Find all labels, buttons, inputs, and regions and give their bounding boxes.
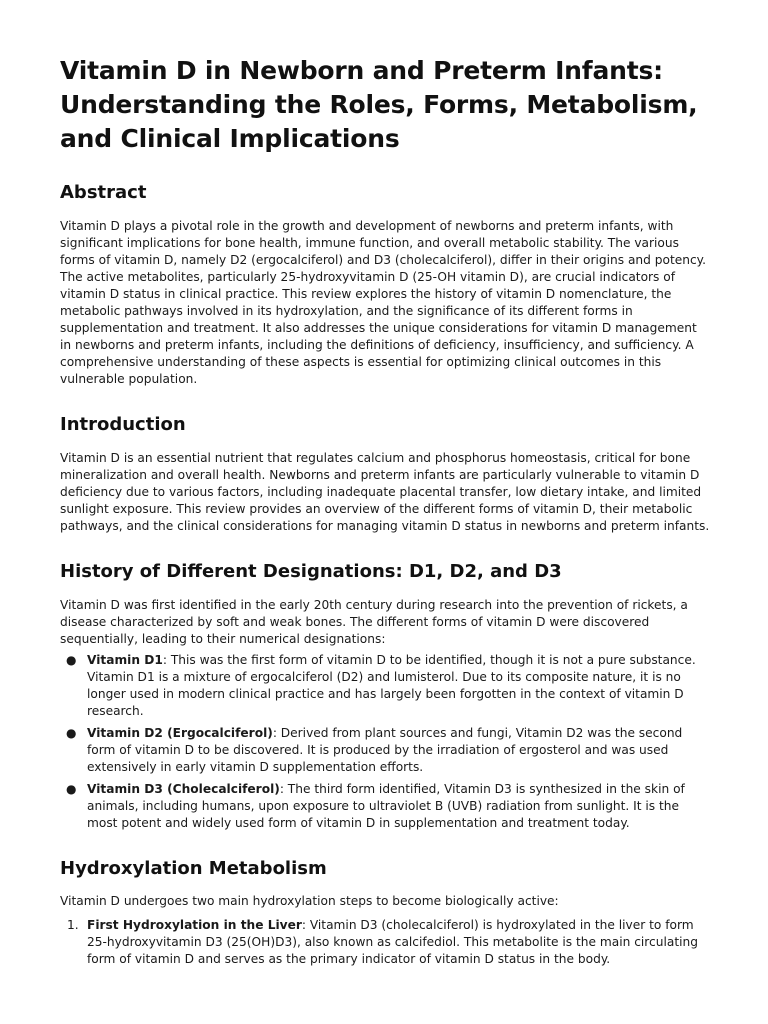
list-item-text: : The third form identified, Vitamin D3 is synthesized in the skin of animals, including humans, upon exposure to ultraviolet B (UVB) radiation from sunlight. It is the most potent and widely used form of vitamin D in supplementation and treatment today. <box>87 782 685 830</box>
list-item-number: 1. <box>67 918 79 932</box>
bullet-icon: ● <box>66 726 77 740</box>
list-item <box>60 652 710 720</box>
list-item-text: : This was the first form of vitamin D to be identified, though it is not a pure substance. Vitamin D1 is a mixture of ergocalciferol (D2) and lumisterol. Due to its composite nature, it is no longer used in modern clinical practice and has largely been forgotten in the context of vitamin D research. <box>87 653 696 718</box>
history-heading: History of Different Designations: D1, D2, and D3 <box>60 561 562 582</box>
bullet-icon: ● <box>66 782 77 796</box>
list-item-text: : Vitamin D3 (cholecalciferol) is hydroxylated in the liver to form 25-hydroxyvitamin D3 (25(OH)D3), also known as calcifediol. This metabolite is the main circulating form of vitamin D and serves as the primary indicator of vitamin D status in the body. <box>87 918 698 966</box>
list-item-term: Vitamin D3 (Cholecalciferol) <box>87 782 280 796</box>
bullet-icon: ● <box>66 653 77 667</box>
introduction-paragraph: Vitamin D is an essential nutrient that regulates calcium and phosphorus homeostasis, critical for bone mineralization and overall health. Newborns and preterm infants are particularly vulnerable to vitamin D deficiency due to various factors, including inadequate placental transfer, low dietary intake, and limited sunlight exposure. This review provides an overview of the different forms of vitamin D, their metabolic pathways, and the clinical considerations for managing vitamin D status in newborns and preterm infants. <box>60 451 710 533</box>
introduction-heading: Introduction <box>60 414 186 435</box>
list-item <box>60 917 710 968</box>
list-item-term: First Hydroxylation in the Liver <box>87 918 302 932</box>
hydroxylation-paragraph: Vitamin D undergoes two main hydroxylation steps to become biologically active: <box>60 894 559 908</box>
list-item-term: Vitamin D2 (Ergocalciferol) <box>87 726 273 740</box>
abstract-heading: Abstract <box>60 182 147 203</box>
list-item-term: Vitamin D1 <box>87 653 163 667</box>
hydroxylation-heading: Hydroxylation Metabolism <box>60 858 327 879</box>
list-item <box>60 725 710 776</box>
list-item <box>60 781 710 832</box>
list-item-text: : Derived from plant sources and fungi, Vitamin D2 was the second form of vitamin D to be discovered. It is produced by the irradiation of ergosterol and was used extensively in early vitamin D supplementation efforts. <box>87 726 683 774</box>
document-title: Vitamin D in Newborn and Preterm Infants: Understanding the Roles, Forms, Metabolism, and Clinical Implications <box>60 56 698 153</box>
history-paragraph: Vitamin D was first identified in the early 20th century during research into the prevention of rickets, a disease characterized by soft and weak bones. The different forms of vitamin D were discovered sequentially, leading to their numerical designations: <box>60 598 688 646</box>
hydroxylation-steps-list <box>60 917 710 968</box>
vitamin-forms-list <box>60 652 710 832</box>
abstract-paragraph: Vitamin D plays a pivotal role in the growth and development of newborns and preterm infants, with significant implications for bone health, immune function, and overall metabolic stability. The various forms of vitamin D, namely D2 (ergocalciferol) and D3 (cholecalciferol), differ in their origins and potency. The active metabolites, particularly 25-hydroxyvitamin D (25-OH vitamin D), are crucial indicators of vitamin D status in clinical practice. This review explores the history of vitamin D nomenclature, the metabolic pathways involved in its hydroxylation, and the significance of its different forms in supplementation and treatment. It also addresses the unique considerations for vitamin D management in newborns and preterm infants, including the definitions of deficiency, insufficiency, and sufficiency. A comprehensive understanding of these aspects is essential for optimizing clinical outcomes in this vulnerable population. <box>60 219 707 386</box>
